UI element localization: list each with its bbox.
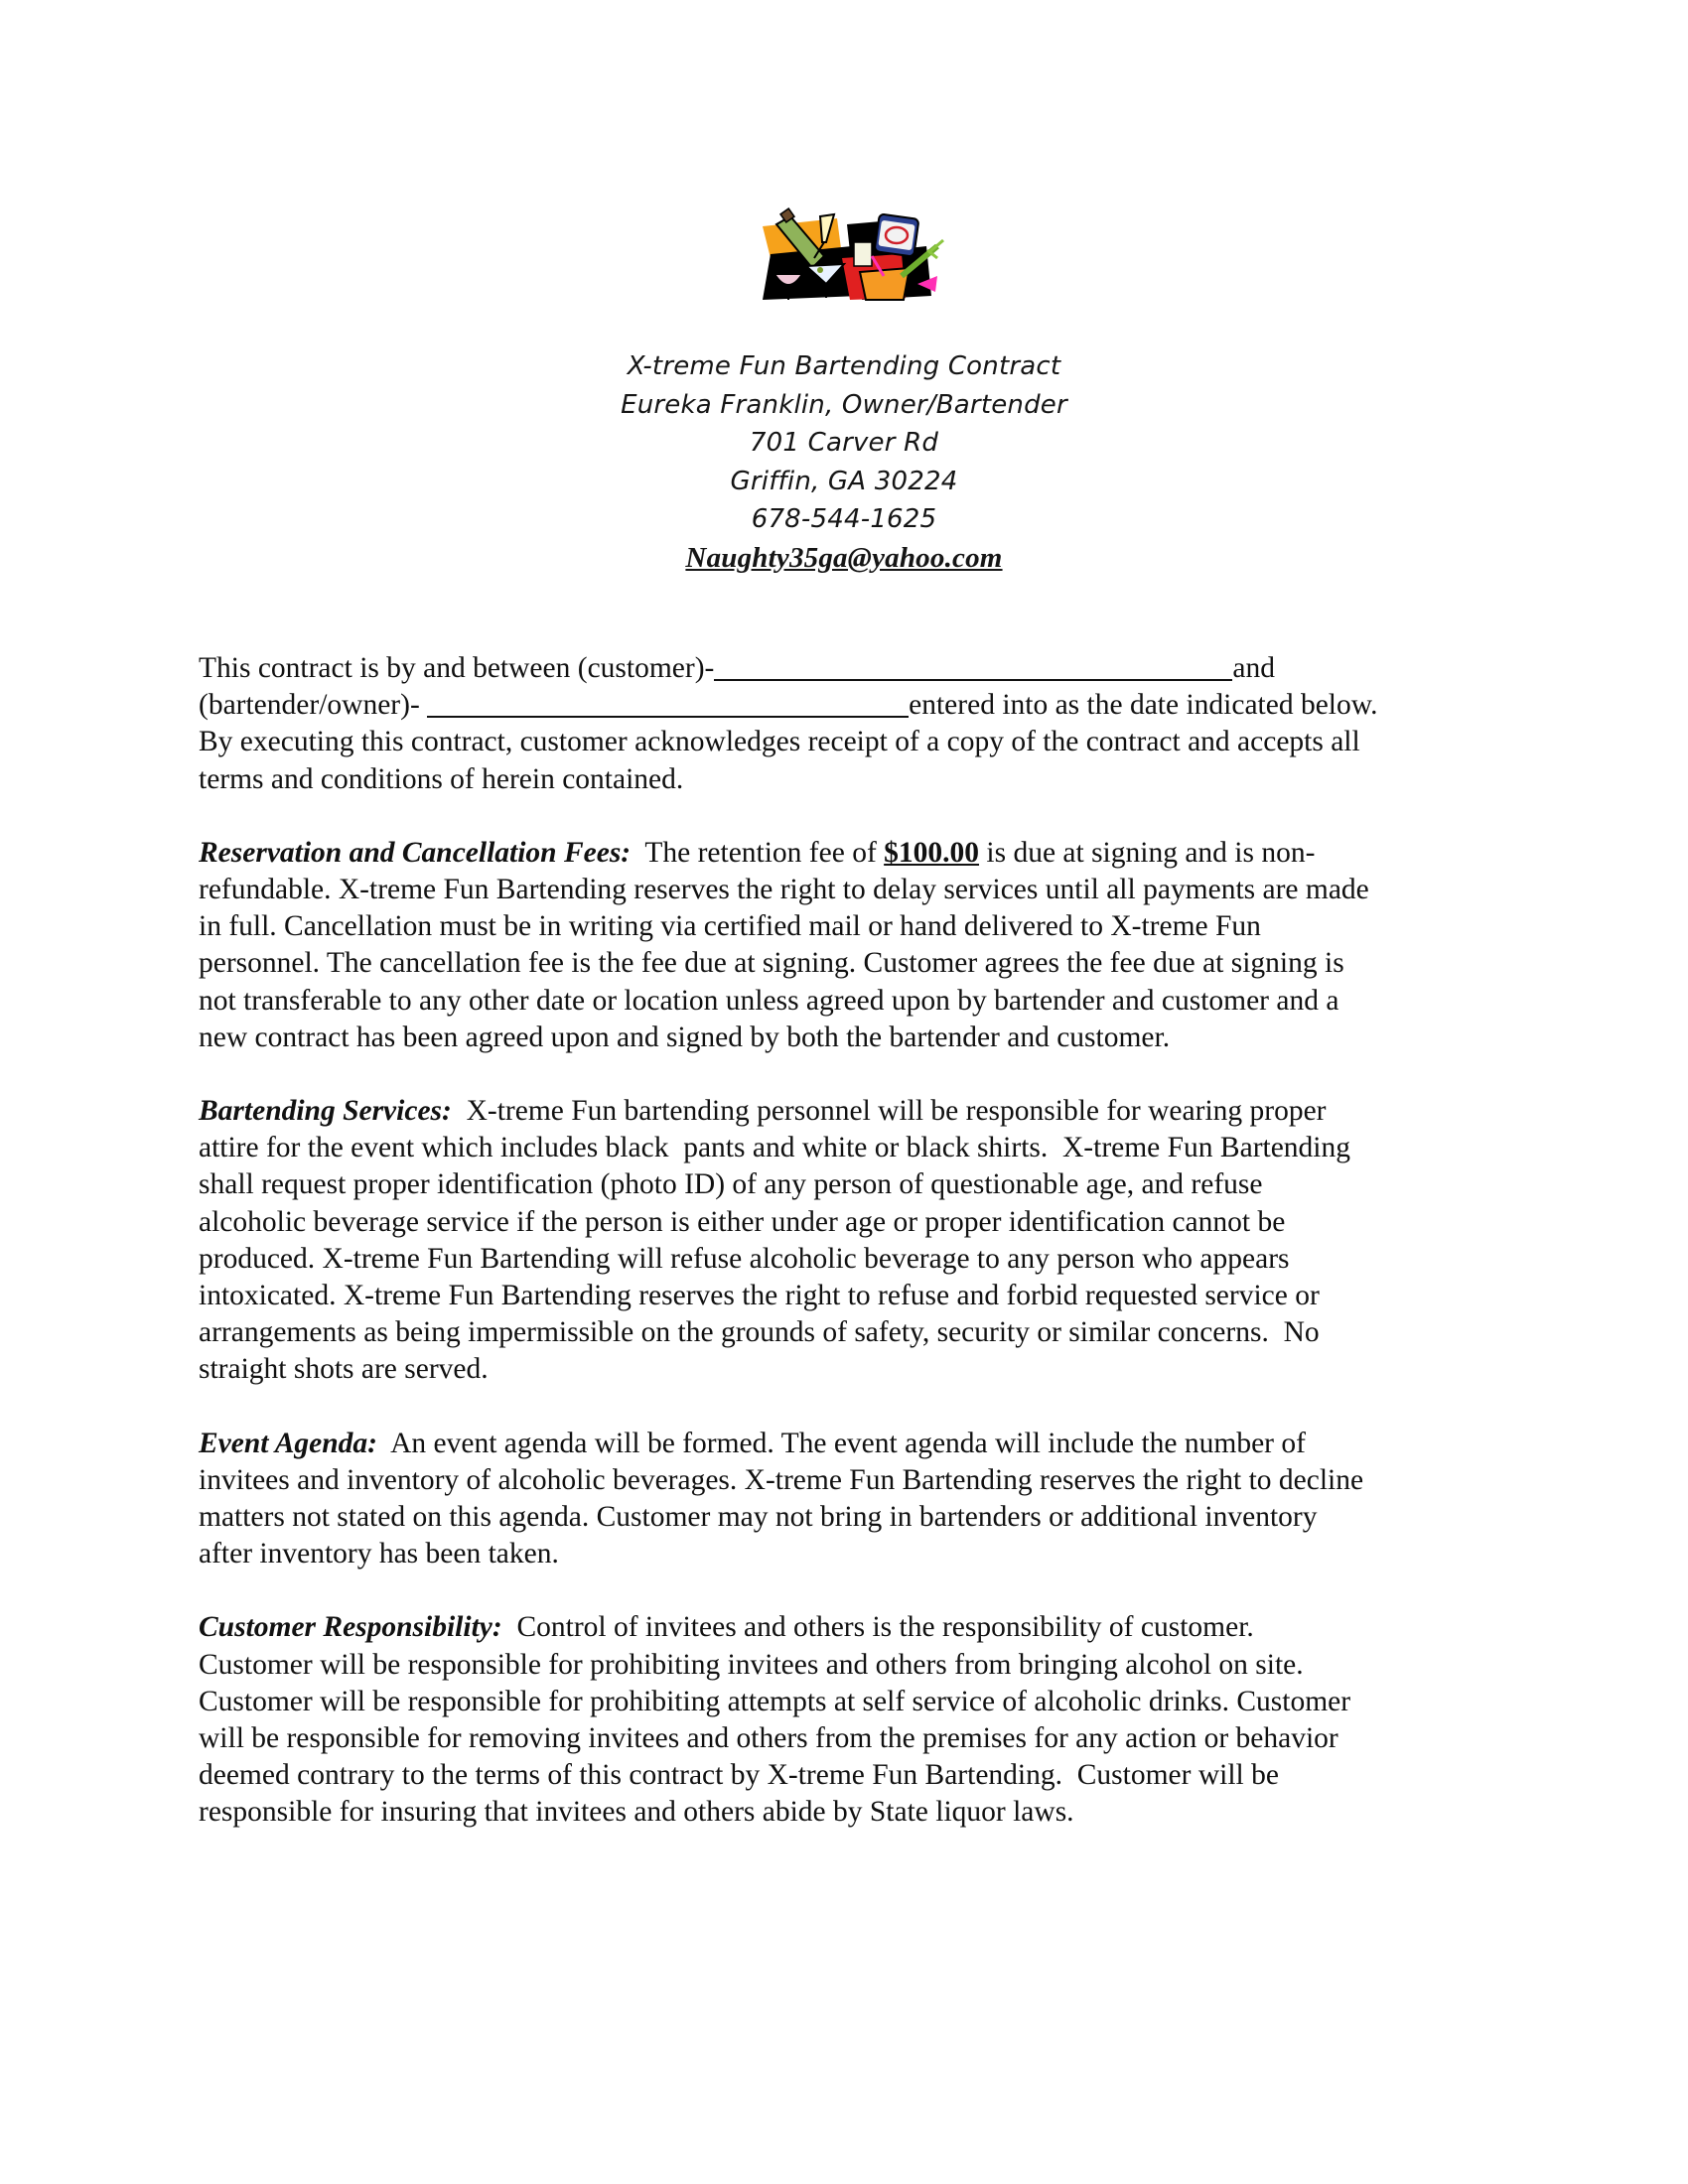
section-line: straight shots are served.	[199, 1353, 489, 1386]
section-text: X-treme Fun bartending personnel will be responsible for wearing proper	[451, 1095, 1327, 1128]
letterhead	[0, 347, 1688, 578]
address-street: 701 Carver Rd	[749, 428, 939, 458]
section-line: personnel. The cancellation fee is the fee due at signing. Customer agrees the fee due at signing is	[199, 947, 1344, 980]
address-city: Griffin, GA 30224	[730, 466, 958, 496]
section-reservation-cancellation	[199, 835, 1479, 1056]
intro-paragraph	[199, 650, 1479, 798]
intro-line-2-prefix: (bartender/owner)-	[199, 689, 428, 722]
section-line: responsible for insuring that invitees and others abide by State liquor laws.	[199, 1796, 1074, 1829]
section-line: matters not stated on this agenda. Customer may not bring in bartenders or additional inventory	[199, 1501, 1318, 1534]
retention-fee-amount: $100.00	[884, 836, 980, 869]
section-text: An event agenda will be formed. The event agenda will include the number of	[377, 1427, 1306, 1459]
email-link[interactable]: Naughty35ga@yahoo.com	[685, 541, 1003, 574]
section-customer-responsibility	[199, 1609, 1479, 1831]
intro-line-3: By executing this contract, customer acknowledges receipt of a copy of the contract and accepts all	[199, 726, 1360, 758]
section-heading: Event Agenda:	[199, 1427, 377, 1459]
phone-number: 678-544-1625	[751, 504, 937, 534]
intro-line-2-suffix: entered into as the date indicated below.	[909, 689, 1378, 722]
section-line: invitees and inventory of alcoholic beverages. X-treme Fun Bartending reserves the right to decline	[199, 1463, 1364, 1496]
section-heading: Bartending Services	[199, 1095, 443, 1128]
section-line: will be responsible for removing invitees and others from the premises for any action or behavior	[199, 1722, 1338, 1755]
section-line: attire for the event which includes black pants and white or black shirts. X-treme Fun Bartending	[199, 1132, 1351, 1164]
section-line: arrangements as being impermissible on the grounds of safety, security or similar concerns. No	[199, 1316, 1320, 1349]
section-line: shall request proper identification (photo ID) of any person of questionable age, and refuse	[199, 1168, 1263, 1201]
section-heading-colon: :	[442, 1095, 452, 1128]
bar-drinks-clipart-icon	[743, 197, 947, 302]
contract-body	[199, 650, 1479, 1832]
section-line: produced. X-treme Fun Bartending will refuse alcoholic beverage to any person who appears	[199, 1242, 1290, 1275]
bartender-name-field[interactable]	[427, 688, 909, 718]
section-line: deemed contrary to the terms of this contract by X-treme Fun Bartending. Customer will be	[199, 1759, 1279, 1792]
section-text: is due at signing and is non-	[979, 836, 1316, 869]
section-text: Control of invitees and others is the responsibility of customer.	[501, 1611, 1254, 1644]
section-event-agenda	[199, 1426, 1479, 1573]
section-line: refundable. X-treme Fun Bartending reserves the right to delay services until all payments are made	[199, 874, 1369, 906]
section-line: after inventory has been taken.	[199, 1538, 559, 1570]
owner-name: Eureka Franklin, Owner/Bartender	[621, 389, 1067, 420]
section-heading: Customer Responsibility:	[199, 1611, 502, 1644]
section-line: intoxicated. X-treme Fun Bartending reserves the right to refuse and forbid requested service or	[199, 1280, 1320, 1312]
customer-name-field[interactable]	[714, 651, 1232, 681]
intro-line-4: terms and conditions of herein contained.	[199, 762, 684, 795]
contract-title: X-treme Fun Bartending Contract	[627, 351, 1061, 381]
section-line: not transferable to any other date or location unless agreed upon by bartender and customer and a	[199, 984, 1339, 1017]
section-line: new contract has been agreed upon and signed by both the bartender and customer.	[199, 1021, 1171, 1053]
section-line: Customer will be responsible for prohibiting attempts at self service of alcoholic drinks. Customer	[199, 1685, 1351, 1717]
section-bartending-services	[199, 1093, 1479, 1389]
intro-line-1-prefix: This contract is by and between (customer)-	[199, 652, 715, 684]
section-heading: Reservation and Cancellation Fees:	[199, 836, 632, 869]
intro-line-1-suffix: and	[1232, 652, 1275, 684]
section-line: in full. Cancellation must be in writing via certified mail or hand delivered to X-treme Fun	[199, 910, 1261, 943]
section-text: The retention fee of	[631, 836, 885, 869]
section-line: alcoholic beverage service if the person is either under age or proper identification cannot be	[199, 1205, 1286, 1238]
section-line: Customer will be responsible for prohibiting invitees and others from bringing alcohol on site.	[199, 1648, 1304, 1681]
